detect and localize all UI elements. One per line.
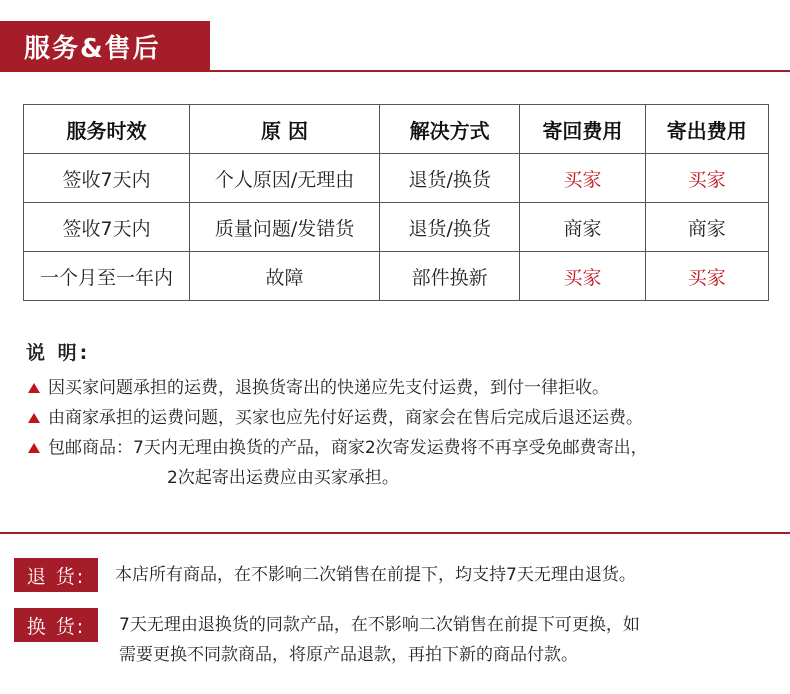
- service-table: [23, 104, 769, 301]
- table-cell: 买家: [520, 252, 645, 301]
- table-row: [24, 252, 769, 301]
- notes-section: [26, 338, 776, 493]
- title-divider: [0, 70, 790, 72]
- exchange-policy: [14, 608, 774, 670]
- table-cell: 买家: [645, 252, 768, 301]
- return-badge: 退 货:: [14, 558, 98, 592]
- table-cell: 签收7天内: [24, 154, 190, 203]
- table-row: [24, 154, 769, 203]
- exchange-policy-text: [115, 608, 640, 670]
- table-row: [24, 203, 769, 252]
- table-header: 原 因: [190, 105, 380, 154]
- table-cell: 部件换新: [380, 252, 520, 301]
- table-cell: 质量问题/发错货: [190, 203, 380, 252]
- exchange-text-line2: 需要更换不同款商品，将原产品退款，再拍下新的商品付款。: [119, 645, 578, 665]
- return-policy: [14, 558, 774, 592]
- table-header: 寄出费用: [645, 105, 768, 154]
- table-cell: 商家: [645, 203, 768, 252]
- note-item: [26, 433, 776, 463]
- exchange-text-line1: 7天无理由退换货的同款产品，在不影响二次销售在前提下可更换，如: [119, 615, 640, 635]
- table-cell: 买家: [520, 154, 645, 203]
- triangle-bullet-icon: [28, 383, 40, 393]
- table-header-row: [24, 105, 769, 154]
- note-text: 因买家问题承担的运费，退换货寄出的快递应先支付运费，到付一律拒收。: [48, 378, 609, 398]
- table-cell: 退货/换货: [380, 154, 520, 203]
- notes-title: 说 明:: [26, 342, 91, 364]
- note-text-continued: 2次起寄出运费应由买家承担。: [167, 468, 399, 488]
- table-cell: 个人原因/无理由: [190, 154, 380, 203]
- return-policy-text: 本店所有商品，在不影响二次销售在前提下，均支持7天无理由退货。: [115, 565, 636, 585]
- table-cell: 签收7天内: [24, 203, 190, 252]
- table-cell: 买家: [645, 154, 768, 203]
- table-header: 寄回费用: [520, 105, 645, 154]
- triangle-bullet-icon: [28, 443, 40, 453]
- note-text: 由商家承担的运费问题，买家也应先付好运费，商家会在售后完成后退还运费。: [48, 408, 643, 428]
- note-item: [26, 373, 776, 403]
- section-title: 服务&售后: [0, 21, 210, 71]
- note-item: [26, 403, 776, 433]
- table-header: 解决方式: [380, 105, 520, 154]
- table-header: 服务时效: [24, 105, 190, 154]
- table-cell: 一个月至一年内: [24, 252, 190, 301]
- table-cell: 退货/换货: [380, 203, 520, 252]
- exchange-badge: 换 货:: [14, 608, 98, 642]
- table-cell: 商家: [520, 203, 645, 252]
- triangle-bullet-icon: [28, 413, 40, 423]
- note-text: 包邮商品：7天内无理由换货的产品，商家2次寄发运费将不再享受免邮费寄出，: [48, 438, 648, 458]
- table-cell: 故障: [190, 252, 380, 301]
- section-divider: [0, 532, 790, 534]
